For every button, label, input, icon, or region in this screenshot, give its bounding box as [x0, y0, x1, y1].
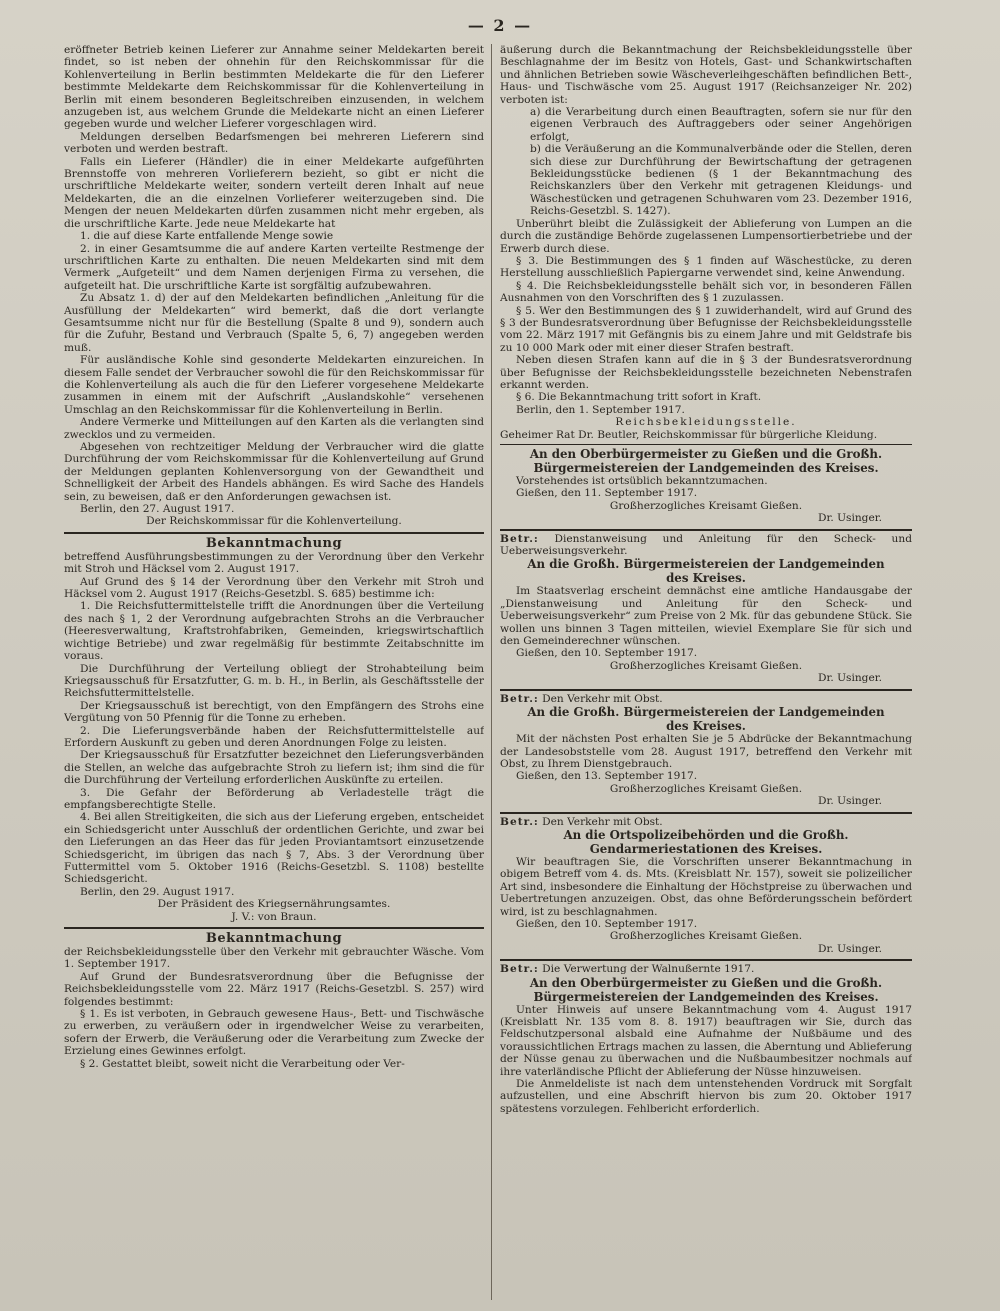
dateline: Berlin, den 29. August 1917.	[80, 885, 235, 898]
section-title: Bekanntmachung	[205, 535, 343, 551]
section-divider	[500, 959, 912, 961]
signature: J. V.: von Braun.	[231, 910, 317, 923]
paragraph: Unter Hinweis auf unsere Bekanntmachung vom 4. August 1917 (Kreisblatt Nr. 135 vom 8. 8. 1917) beauftragen wir Sie, durch das Feldschutzpersonal alsbald eine Aufnahme der Nußbäume und des voraussichtlichen Ertrags machen zu lassen, die Aberntung und Ablieferung der Nüsse genau zu überwachen und die Nußbaumbesitzer nochmals auf ihre vaterländische Pflicht der Ablieferung der Nüsse hinzuweisen.	[500, 1003, 912, 1078]
subject-label: Betr.:	[500, 692, 539, 705]
paragraph: § 5. Wer den Bestimmungen des § 1 zuwiderhandelt, wird auf Grund des § 3 der Bundesratsverordnung über Befugnisse der Reichsbekleidungsstelle vom 22. März 1917 mit Gefängnis bis zu einem Jahre und mit Geldstrafe bis zu 10 000 Mark oder mit einer dieser Strafen bestraft.	[500, 304, 912, 354]
paragraph: Mit der nächsten Post erhalten Sie je 5 Abdrücke der Bekanntmachung der Landesobststelle vom 28. August 1917, betreffend den Verkehr mit Obst, zu Ihrem Dienstgebrauch.	[500, 733, 912, 770]
subject-line	[500, 816, 912, 828]
signature: Der Präsident des Kriegsernährungsamtes.	[157, 898, 391, 911]
paragraph: Für ausländische Kohle sind gesonderte Meldekarten einzureichen. In diesem Falle sendet der Verbraucher sowohl die für den Reichskommissar für die Kohlenverteilung als auch die für den Lieferer vorgesehene Meldekarte zusammen in einem mit der Aufschrift „Auslandskohle“ versehenen Umschlag an den Reichskommissar für die Kohlenverteilung in Berlin.	[64, 354, 484, 416]
paragraph: Meldungen derselben Bedarfsmengen bei mehreren Lieferern sind verboten und werden bestraft.	[64, 130, 484, 156]
section-divider	[64, 927, 484, 929]
paragraph: 1. Die Reichsfuttermittelstelle trifft die Anordnungen über die Verteilung des nach § 1, 2 der Verordnung aufgebrachten Strohs an die Verbraucher (Heeresverwaltung, Kraftstrohfabriken, Gemeinden, kriegswirtschaftlich wichtige Betriebe) und zwar regelmäßig für bestimmte Zeitabschnitte im voraus.	[64, 600, 484, 663]
address-line: An die Ortspolizeibehörden und die Großh. Gendarmeriestationen des Kreises.	[563, 827, 849, 856]
signature: Großherzogliches Kreisamt Gießen.	[609, 659, 803, 672]
paragraph: Auf Grund des § 14 der Verordnung über den Verkehr mit Stroh und Häcksel vom 2. August 1917 (Reichs-Gesetzbl. S. 685) bestimme ich:	[64, 575, 484, 601]
paragraph: Der Kriegsausschuß für Ersatzfutter bezeichnet den Lieferungsverbänden die Stellen, an welche das aufgebrachte Stroh zu liefern ist; ihm sind die für die Durchführung der Verteilung erforderlichen Auskünfte zu erteilen.	[64, 749, 484, 787]
paragraph: Auf Grund der Bundesratsverordnung über die Befugnisse der Reichsbekleidungsstelle vom 22. März 1917 (Reichs-Gesetzbl. S. 257) wird folgendes bestimmt:	[64, 970, 484, 1008]
section-divider	[500, 812, 912, 814]
subject-line	[500, 693, 912, 705]
dateline: Gießen, den 11. September 1917.	[516, 487, 698, 500]
paragraph: Andere Vermerke und Mitteilungen auf den Karten als die verlangten sind zwecklos und zu vermeiden.	[64, 416, 484, 441]
dateline: Berlin, den 27. August 1917.	[80, 503, 235, 516]
address-line: Bürgermeistereien der Landgemeinden des Kreises.	[533, 989, 879, 1004]
paragraph: Die Durchführung der Verteilung obliegt der Strohabteilung beim Kriegsausschuß für Ersatzfutter, G. m. b. H., in Berlin, als Geschäftsstelle der Reichsfuttermittelstelle.	[64, 662, 484, 700]
signature: Der Reichskommissar für die Kohlenverteilung.	[146, 515, 402, 528]
paragraph: § 6. Die Bekanntmachung tritt sofort in Kraft.	[516, 391, 762, 404]
dateline: Gießen, den 10. September 1917.	[516, 917, 698, 930]
paragraph: 3. Die Gefahr der Beförderung ab Verladestelle trägt die empfangsberechtigte Stelle.	[64, 786, 484, 811]
right-column	[500, 44, 912, 1300]
signature: Großherzogliches Kreisamt Gießen.	[609, 499, 803, 512]
paragraph: Die Anmeldeliste ist nach dem untenstehenden Vordruck mit Sorgfalt aufzustellen, und eine Abschrift hiervon bis zum 20. Oktober 1917 spätestens vorzulegen. Fehlbericht erforderlich.	[500, 1078, 912, 1115]
section-divider	[500, 529, 912, 531]
dateline: Berlin, den 1. September 1917.	[516, 403, 685, 416]
section-title: Bekanntmachung	[205, 931, 343, 947]
signature: Dr. Usinger.	[817, 795, 882, 808]
paragraph: äußerung durch die Bekanntmachung der Reichsbekleidungsstelle über Beschlagnahme der im Besitz von Hotels, Gast- und Schankwirtschaften und ähnlichen Betrieben sowie Wäscheverleihgeschäften befindlichen Bett-, Haus- und Tischwäsche vom 25. August 1917 (Reichsanzeiger Nr. 202) verboten ist:	[500, 44, 912, 106]
page-number: — 2 —	[467, 16, 533, 35]
paragraph: 4. Bei allen Streitigkeiten, die sich aus der Lieferung ergeben, entscheidet ein Schiedsgericht unter Ausschluß der ordentlichen Gerichte, und zwar bei den Lieferungen an das Heer das für jeden Proviantamtsort einzusetzende Schiedsgericht, im übrigen das nach § 7, Abs. 3 der Verordnung über Futtermittel vom 5. Oktober 1916 (Reichs-Gesetzbl. S. 1108) bestellte Schiedsgericht.	[64, 811, 484, 886]
paragraph: Vorstehendes ist ortsüblich bekanntzumachen.	[516, 475, 768, 487]
list-item: 1. die auf diese Karte entfallende Menge sowie	[80, 230, 334, 243]
list-item: b) die Veräußerung an die Kommunalverbände oder die Stellen, deren sich diese zur Durchführung der Bewirtschaftung der getragenen Bekleidungsstücke bedienen (§ 1 der Bekanntmachung des Reichskanzlers über den Verkehr mit getragenen Kleidungs- und Wäschestücken und getragenen Schuhwaren vom 23. Dezember 1916, Reichs-Gesetzbl. S. 1427).	[530, 143, 912, 218]
section-divider	[64, 532, 484, 534]
subject-text: Den Verkehr mit Obst.	[542, 692, 663, 705]
signature: Großherzogliches Kreisamt Gießen.	[609, 782, 803, 795]
subject-line	[500, 963, 912, 975]
paragraph: § 3. Die Bestimmungen des § 1 finden auf Wäschestücke, zu deren Herstellung ausschließlich Papiergarne verwendet sind, keine Anwendung.	[500, 254, 912, 280]
paragraph: Im Staatsverlag erscheint demnächst eine amtliche Handausgabe der „Dienstanweisung und Anleitung für den Scheck- und Ueberweisungsverkehr“ zum Preise von 2 Mk. für das gebundene Stück. Sie wollen uns binnen 3 Tagen mitteilen, wieviel Exemplare Sie für sich und den Gemeinderechner wünschen.	[500, 585, 912, 648]
paragraph: § 1. Es ist verboten, in Gebrauch gewesene Haus-, Bett- und Tischwäsche zu erwerben, zu veräußern oder in irgendwelcher Weise zu verarbeiten, sofern der Erwerb, die Veräußerung oder die Verarbeitung zum Zwecke der Erzielung eines Gewinnes erfolgt.	[64, 1008, 484, 1058]
paragraph: § 4. Die Reichsbekleidungsstelle behält sich vor, in besonderen Fällen Ausnahmen von den Vorschriften des § 1 zuzulassen.	[500, 279, 912, 305]
subject-label: Betr.:	[500, 815, 539, 828]
dateline: Gießen, den 13. September 1917.	[516, 770, 698, 783]
address-line: An den Oberbürgermeister zu Gießen und die Großh.	[529, 975, 883, 990]
subject-label: Betr.:	[500, 963, 539, 976]
paragraph: Zu Absatz 1. d) der auf den Meldekarten befindlichen „Anleitung für die Ausfüllung der Meldekarten“ wird bemerkt, daß die dort verlangte Gesamtsumme nicht nur für die Bestellung (Spalte 8 und 9), sondern auch für die Zufuhr, Bestand und Verbrauch (Spalte 5, 6, 7) angegeben werden muß.	[64, 292, 484, 354]
section-divider	[500, 444, 912, 445]
signature: Dr. Usinger.	[817, 672, 882, 685]
paragraph: eröffneter Betrieb keinen Lieferer zur Annahme seiner Meldekarten bereit findet, so ist neben der ohnehin für den Reichskommissar für die Kohlenverteilung in Berlin bestimmten Meldekarte die für den Lieferer bestimmte Meldekarte dem Reichskommissar für die Kohlenverteilung in Berlin mit einem besonderen Begleitschreiben einzusenden, in welchem anzugeben ist, aus welchem Grunde die Meldekarte nicht an einen Lieferer gegeben wurde und welcher Lieferer vorgeschlagen wird.	[64, 44, 484, 131]
paragraph: Falls ein Lieferer (Händler) die in einer Meldekarte aufgeführten Brennstoffe von mehreren Vorlieferern bezieht, so gibt er nicht die urschriftliche Meldekarte weiter, sondern verteilt deren Inhalt auf neue Meldekarten, die an die einzelnen Vorlieferer weiterzugeben sind. Die Mengen der neuen Meldekarten dürfen zusammen nicht mehr ergeben, als die urschriftliche Karte. Jede neue Meldekarte hat	[64, 155, 484, 230]
section-subject: betreffend Ausführungsbestimmungen zu der Verordnung über den Verkehr mit Stroh und Häcksel vom 2. August 1917.	[64, 550, 484, 576]
subject-text: Den Verkehr mit Obst.	[542, 815, 663, 828]
signature: Geheimer Rat Dr. Beutler, Reichskommissar für bürgerliche Kleidung.	[500, 428, 878, 441]
address-line: An die Großh. Bürgermeistereien der Landgemeinden	[527, 557, 885, 572]
address-line: des Kreises.	[666, 719, 746, 734]
paragraph: Neben diesen Strafen kann auf die in § 3 der Bundesratsverordnung über Befugnisse der Reichsbekleidungsstelle bezeichneten Nebenstrafen erkannt werden.	[500, 354, 912, 391]
dateline: Gießen, den 10. September 1917.	[516, 647, 698, 660]
address-line: Bürgermeistereien der Landgemeinden des Kreises.	[533, 461, 879, 475]
left-column	[64, 44, 484, 1300]
paragraph: Wir beauftragen Sie, die Vorschriften unserer Bekanntmachung in obigem Betreff vom 4. ds. Mts. (Kreisblatt Nr. 157), soweit sie polizeilicher Art sind, insbesondere die Einhaltung der Höchstpreise zu überwachen und Uebertretungen anzuzeigen. Obst, das ohne Beförderungsschein befördert wird, ist zu beschlagnahmen.	[500, 855, 912, 918]
signature: Dr. Usinger.	[817, 942, 882, 955]
paragraph: Der Kriegsausschuß ist berechtigt, von den Empfängern des Strohs eine Vergütung von 50 Pfennig für die Tonne zu erheben.	[64, 699, 484, 725]
paragraph: Abgesehen von rechtzeitiger Meldung der Verbraucher wird die glatte Durchführung der vom Reichskommissar für die Kohlenverteilung auf Grund der Meldungen geplanten Kohlenversorgung von der Gewandtheit und Schnelligkeit der Arbeit des Handels abhängen. Es wird Sache des Handels sein, zu beweisen, daß er den Anforderungen gewachsen ist.	[64, 441, 484, 503]
paragraph: 2. Die Lieferungsverbände haben der Reichsfuttermittelstelle auf Erfordern Auskunft zu geben und deren Anordnungen Folge zu leisten.	[64, 724, 484, 749]
section-divider	[500, 689, 912, 691]
subject-text: Die Verwertung der Walnußernte 1917.	[542, 963, 755, 976]
list-item: a) die Verarbeitung durch einen Beauftragten, sofern sie nur für den eigenen Verbrauch des Auftraggebers oder seiner Angehörigen erfolgt,	[530, 106, 912, 143]
subject-text: Dienstanweisung und Anleitung für den Scheck- und Ueberweisungsverkehr.	[500, 532, 912, 558]
subject-label: Betr.:	[500, 532, 539, 545]
signature: Reichsbekleidungsstelle.	[615, 416, 797, 429]
paragraph: Unberührt bleibt die Zulässigkeit der Ablieferung von Lumpen an die durch die zuständige Behörde zugelassenen Lumpensortierbetriebe und der Erwerb durch diese.	[500, 217, 912, 255]
address-line: An den Oberbürgermeister zu Gießen und die Großh.	[529, 447, 883, 461]
column-divider	[491, 44, 492, 1300]
subject-line	[500, 533, 912, 558]
section-subject: der Reichsbekleidungsstelle über den Verkehr mit gebrauchter Wäsche. Vom 1. September 1917.	[64, 946, 484, 971]
signature: Dr. Usinger.	[817, 512, 882, 525]
list-item: 2. in einer Gesamtsumme die auf andere Karten verteilte Restmenge der urschriftlichen Karte zu enthalten. Die neuen Meldekarten sind mit dem Vermerk „Aufgeteilt“ und dem Namen derjenigen Firma zu versehen, die aufgeteilt hat. Die urschriftliche Karte ist sorgfältig aufzubewahren.	[64, 242, 484, 292]
address-line: An die Großh. Bürgermeistereien der Landgemeinden	[527, 705, 885, 720]
paragraph: § 2. Gestattet bleibt, soweit nicht die Verarbeitung oder Ver-	[80, 1057, 405, 1070]
address-line: des Kreises.	[666, 571, 746, 586]
signature: Großherzogliches Kreisamt Gießen.	[609, 930, 803, 943]
